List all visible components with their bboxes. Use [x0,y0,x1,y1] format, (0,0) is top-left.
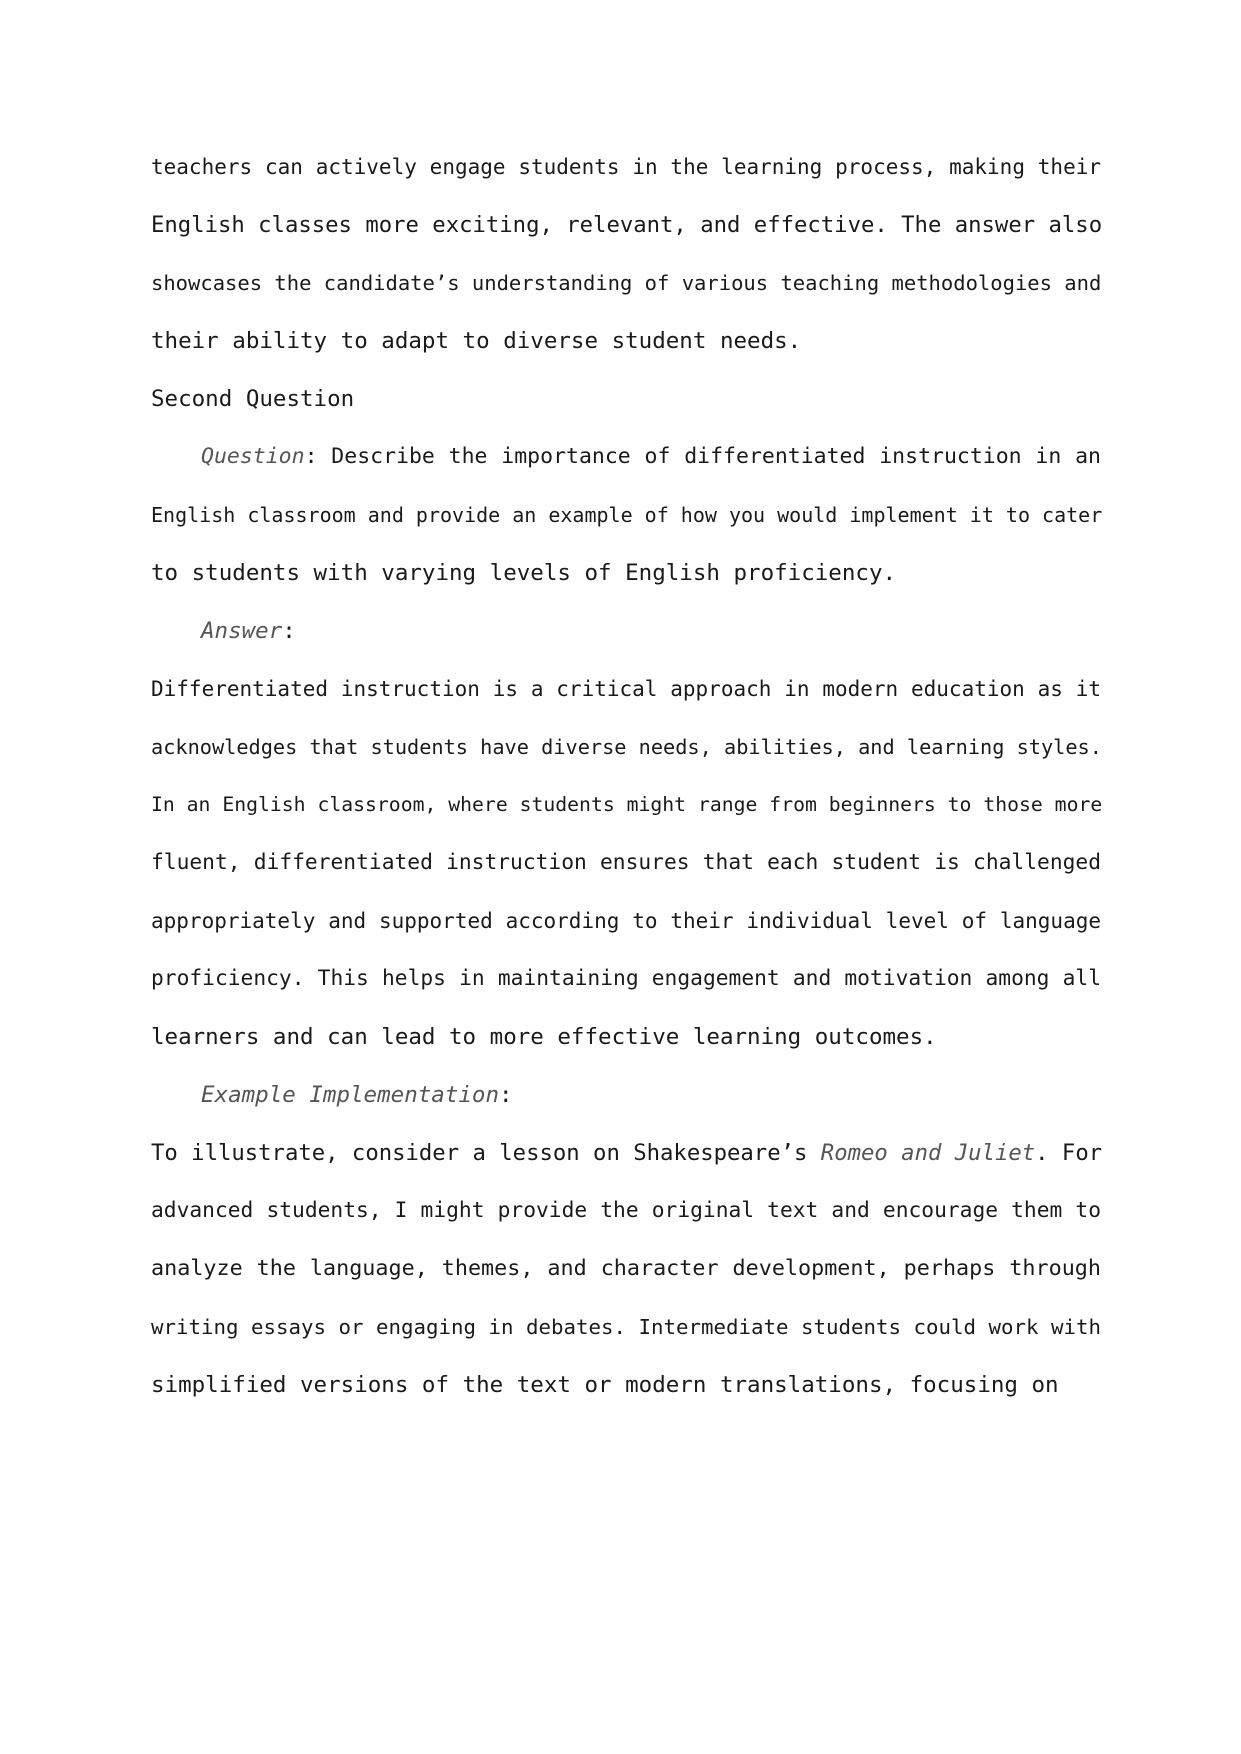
body-text-line: appropriately and supported according to their individual level of language [151,909,1101,933]
body-text-line: learners and can lead to more effective learning outcomes. [151,1024,937,1050]
body-text-line: acknowledges that students have diverse needs, abilities, and learning styles. [151,735,1102,759]
answer-label: Answer [201,618,283,644]
question-line [201,442,1101,472]
question-text: : Describe the importance of differentiated instruction in an [304,444,1101,469]
example-colon: : [499,1082,513,1108]
body-text-line: fluent, differentiated instruction ensures that each student is challenged [151,850,1101,875]
body-text-line: advanced students, I might provide the original text and encourage them to [151,1198,1101,1223]
text-span: . For [1035,1140,1103,1166]
body-text-line [151,1138,1101,1168]
question-line: English classroom and provide an example of how you would implement it to cater [151,503,1103,527]
question-line: to students with varying levels of English proficiency. [151,560,897,586]
body-text-line: simplified versions of the text or modern translations, focusing on [151,1372,1059,1398]
body-text-line: showcases the candidate’s understanding of various teaching methodologies and [151,271,1102,295]
body-text-line: proficiency. This helps in maintaining engagement and motivation among all [151,966,1101,991]
answer-heading [201,616,1101,646]
section-heading: Second Question [151,386,355,412]
text-span: To illustrate, consider a lesson on Shakespeare’s [151,1140,821,1166]
work-title: Romeo and Juliet [820,1140,1036,1166]
example-heading [201,1080,1101,1110]
body-text-line: English classes more exciting, relevant, and effective. The answer also [151,212,1103,238]
body-text-line: analyze the language, themes, and character development, perhaps through [151,1256,1101,1281]
example-label: Example Implementation [201,1082,500,1108]
body-text-line: teachers can actively engage students in the learning process, making their [151,155,1101,179]
body-text-line: their ability to adapt to diverse student needs. [151,328,802,354]
body-text-line: writing essays or engaging in debates. Intermediate students could work with [151,1315,1101,1339]
answer-colon: : [282,618,296,644]
body-text-line: In an English classroom, where students might range from beginners to those more [151,793,1103,816]
body-text-line: Differentiated instruction is a critical approach in modern education as it [151,677,1101,701]
question-label: Question [201,444,305,469]
